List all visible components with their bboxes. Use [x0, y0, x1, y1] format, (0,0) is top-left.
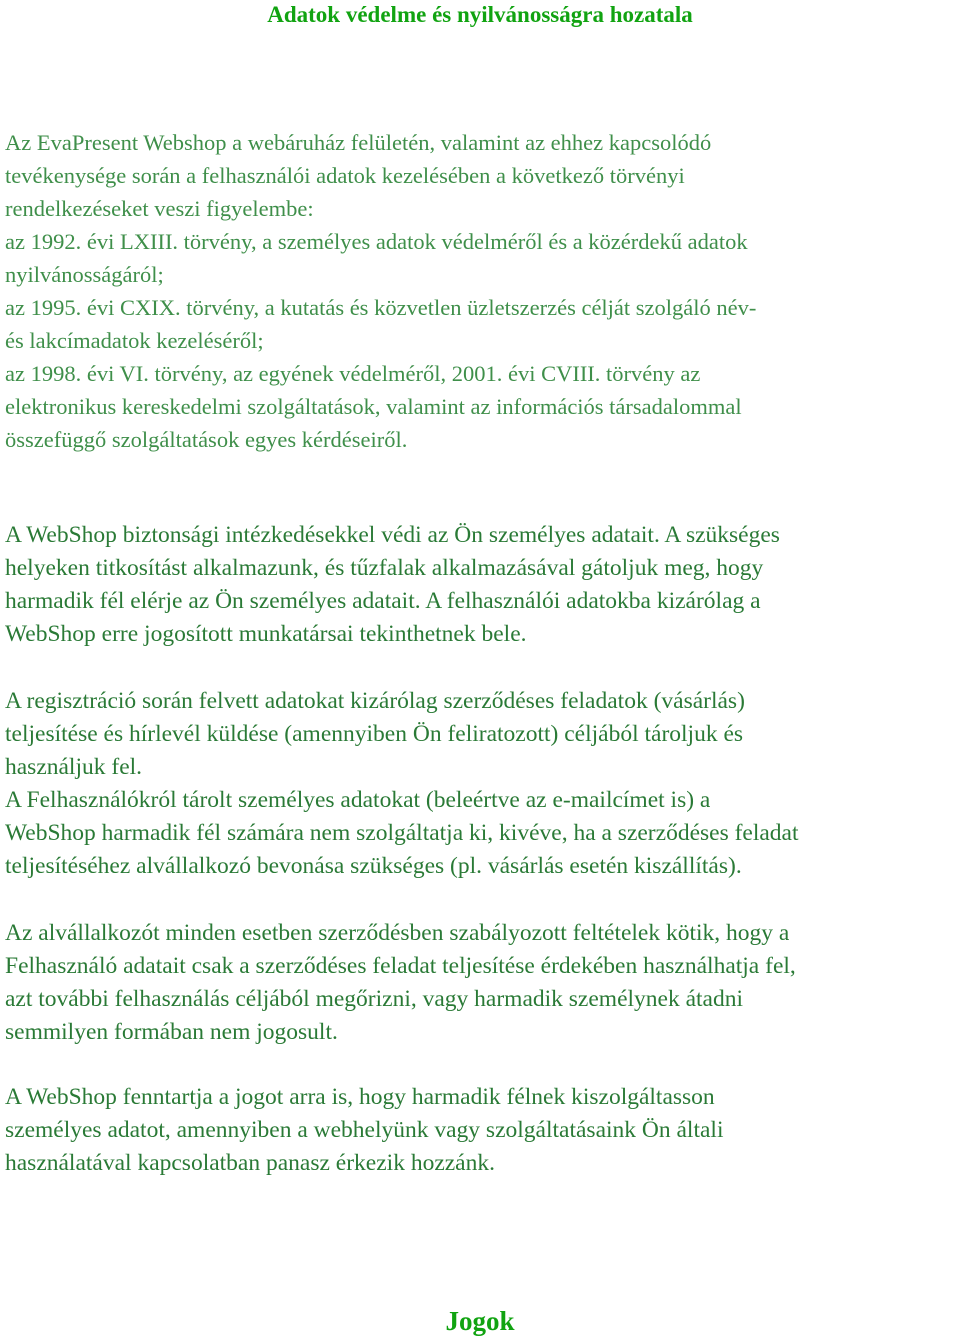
paragraph-line: Felhasználó adatait csak a szerződéses feladat teljesítése érdekében használhatja fel,	[5, 953, 796, 979]
paragraph-line: A WebShop biztonsági intézkedésekkel védi az Ön személyes adatait. A szükséges	[5, 522, 780, 548]
third-party-disclosure-paragraph	[5, 1081, 957, 1180]
paragraph-line: helyeken titkosítást alkalmazunk, és tűzfalak alkalmazásával gátoljuk meg, hogy	[5, 555, 764, 581]
subcontractor-paragraph	[5, 917, 957, 1049]
paragraph-line: használjuk fel.	[5, 754, 143, 780]
paragraph-line: A WebShop fenntartja a jogot arra is, hogy harmadik félnek kiszolgáltasson	[5, 1084, 715, 1110]
intro-line: az 1998. évi VI. törvény, az egyének védelméről, 2001. évi CVIII. törvény az	[5, 361, 701, 386]
paragraph-line: A regisztráció során felvett adatokat kizárólag szerződéses feladatok (vásárlás)	[5, 688, 745, 714]
paragraph-line: személyes adatot, amennyiben a webhelyünk vagy szolgáltatásaink Ön általi	[5, 1117, 724, 1143]
intro-line: összefüggő szolgáltatások egyes kérdéseiről.	[5, 427, 408, 452]
paragraph-line: használatával kapcsolatban panasz érkezik hozzánk.	[5, 1150, 495, 1176]
intro-line: rendelkezéseket veszi figyelembe:	[5, 196, 314, 221]
paragraph-line: teljesítése és hírlevél küldése (amennyiben Ön feliratozott) céljából tároljuk és	[5, 721, 744, 747]
paragraph-line: teljesítéséhez alvállalkozó bevonása szükséges (pl. vásárlás esetén kiszállítás).	[5, 853, 742, 879]
page-title: Adatok védelme és nyilvánosságra hozatala	[267, 2, 693, 27]
paragraph-line: A Felhasználókról tárolt személyes adatokat (beleértve az e-mailcímet is) a	[5, 787, 711, 813]
intro-line: az 1992. évi LXIII. törvény, a személyes adatok védelméről és a közérdekű adatok	[5, 229, 748, 254]
intro-line: nyilvánosságáról;	[5, 262, 164, 287]
paragraph-line: WebShop erre jogosított munkatársai tekinthetnek bele.	[5, 621, 527, 647]
legal-references-paragraph	[5, 126, 957, 456]
intro-line: Az EvaPresent Webshop a webáruház felületén, valamint az ehhez kapcsolódó	[5, 130, 712, 155]
data-usage-paragraph	[5, 685, 957, 883]
security-paragraph	[5, 519, 957, 651]
intro-line: és lakcímadatok kezeléséről;	[5, 328, 264, 353]
intro-line: tevékenysége során a felhasználói adatok kezelésében a következő törvényi	[5, 163, 685, 188]
paragraph-line: WebShop harmadik fél számára nem szolgáltatja ki, kivéve, ha a szerződéses feladat	[5, 820, 799, 846]
paragraph-line: semmilyen formában nem jogosult.	[5, 1019, 338, 1045]
paragraph-line: azt további felhasználás céljából megőrizni, vagy harmadik személynek átadni	[5, 986, 744, 1012]
intro-line: elektronikus kereskedelmi szolgáltatások, valamint az információs társadalommal	[5, 394, 742, 419]
paragraph-line: harmadik fél elérje az Ön személyes adatait. A felhasználói adatokba kizárólag a	[5, 588, 761, 614]
rights-section-heading: Jogok	[445, 1306, 515, 1336]
intro-line: az 1995. évi CXIX. törvény, a kutatás és közvetlen üzletszerzés célját szolgáló név-	[5, 295, 757, 320]
paragraph-line: Az alvállalkozót minden esetben szerződésben szabályozott feltételek kötik, hogy a	[5, 920, 790, 946]
